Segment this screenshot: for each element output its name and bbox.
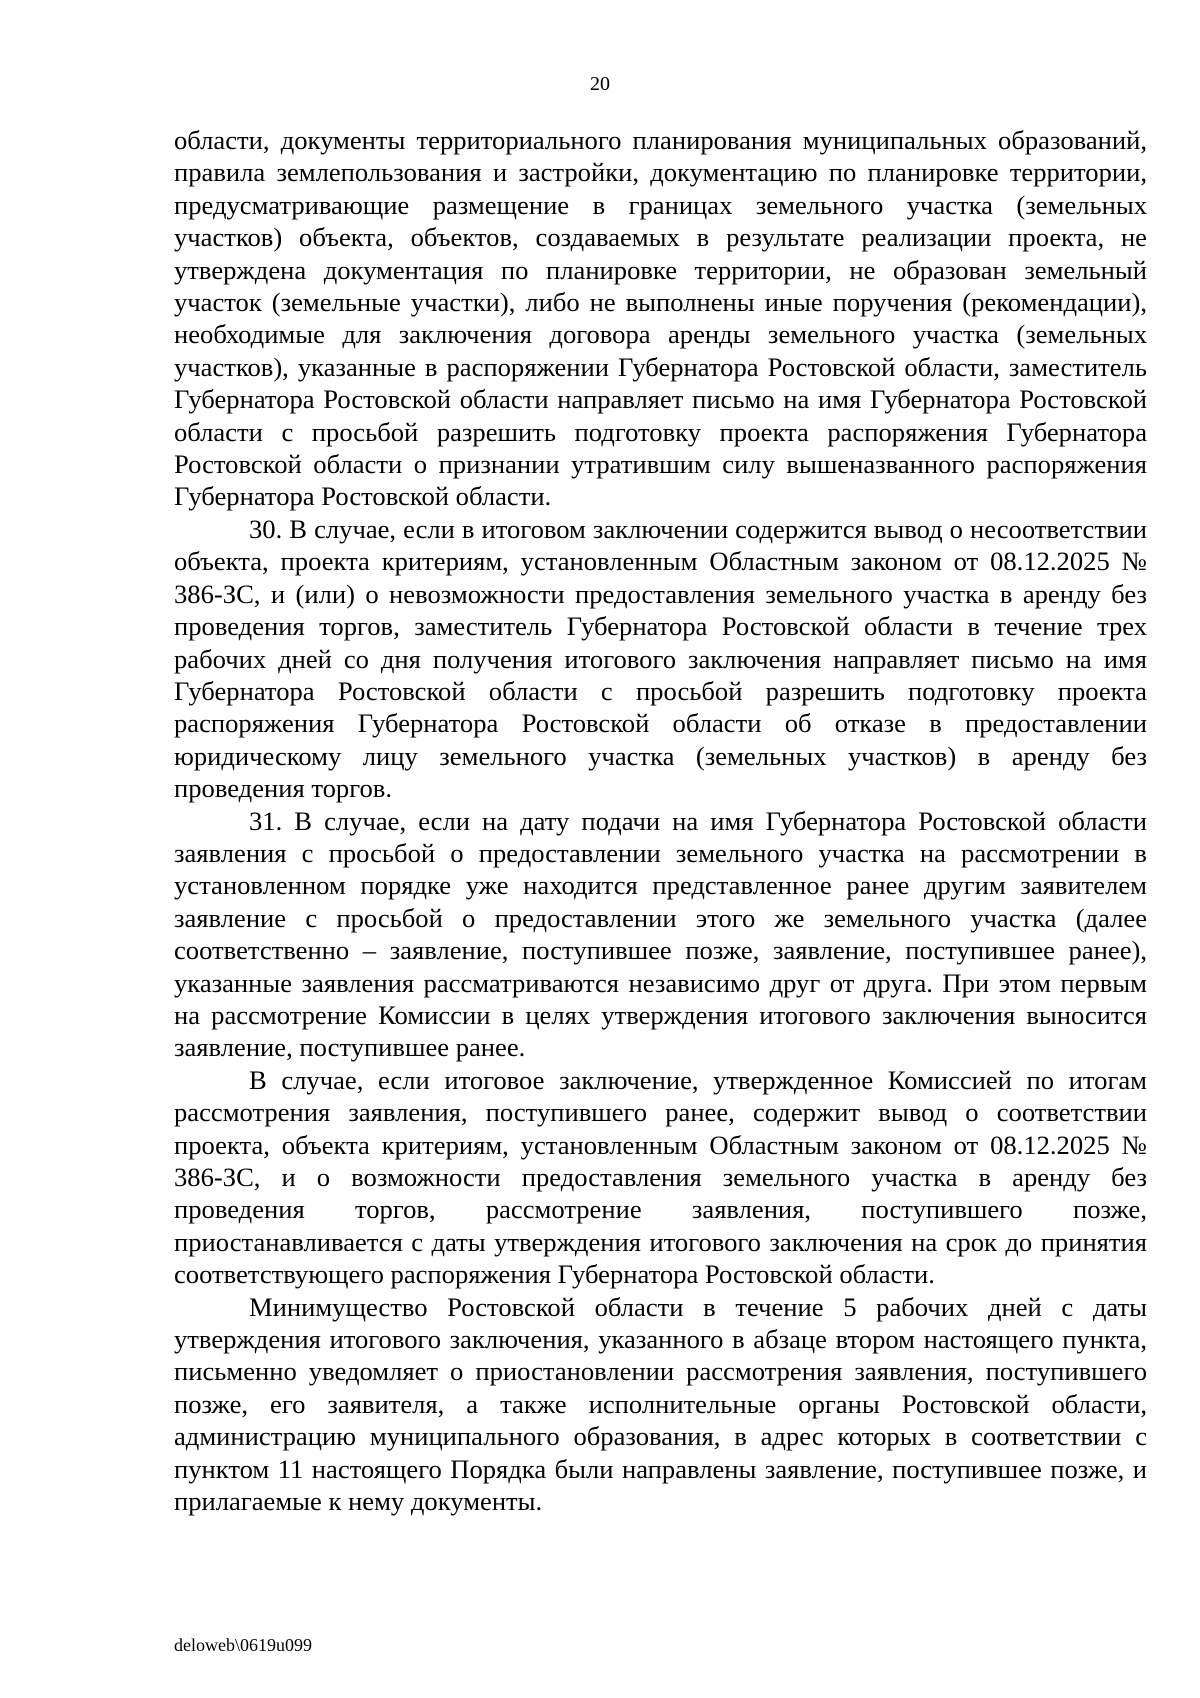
paragraph-item-30: 30. В случае, если в итоговом заключении содержится вывод о несоответствии объекта, проекта критериям, установленным Областным законом от 08.12.2025 № 386-ЗС, и (или) о невозможности предоставления земельного участка в аренду без проведения торгов, заместитель Губернатора Ростовской области в течение трех рабочих дней со дня получения итогового заключения направляет письмо на имя Губернатора Ростовской области с просьбой разрешить подготовку проекта распоряжения Губернатора Ростовской области об отказе в предоставлении юридическому лицу земельного участка (земельных участков) в аренду без проведения торгов. <box>174 513 1147 804</box>
document-footer-code: deloweb\0619u099 <box>174 1635 312 1655</box>
page-number: 20 <box>590 73 610 95</box>
paragraph-item-31-third: Минимущество Ростовской области в течение 5 рабочих дней с даты утверждения итогового заключения, указанного в абзаце втором настоящего пункта, письменно уведомляет о приостановлении рассмотрения заявления, поступившего позже, его заявителя, а также исполнительные органы Ростовской области, администрацию муниципального образования, в адрес которых в соответствии с пунктом 11 настоящего Порядка были направлены заявление, поступившее позже, и прилагаемые к нему документы. <box>174 1291 1147 1517</box>
paragraph-continuation: области, документы территориального планирования муниципальных образований, правила землепользования и застройки, документацию по планировке территории, предусматривающие размещение в границах земельного участка (земельных участков) объекта, объектов, создаваемых в результате реализации проекта, не утверждена документация по планировке территории, не образован земельный участок (земельные участки), либо не выполнены иные поручения (рекомендации), необходимые для заключения договора аренды земельного участка (земельных участков), указанные в распоряжении Губернатора Ростовской области, заместитель Губернатора Ростовской области направляет письмо на имя Губернатора Ростовской области с просьбой разрешить подготовку проекта распоряжения Губернатора Ростовской области о признании утратившим силу вышеназванного распоряжения Губернатора Ростовской области. <box>174 125 1147 512</box>
document-body <box>174 124 1147 1517</box>
paragraph-item-31-second: В случае, если итоговое заключение, утвержденное Комиссией по итогам рассмотрения заявления, поступившего ранее, содержит вывод о соответствии проекта, объекта критериям, установленным Областным законом от 08.12.2025 № 386-ЗС, и о возможности предоставления земельного участка в аренду без проведения торгов, рассмотрение заявления, поступившего позже, приостанавливается с даты утверждения итогового заключения на срок до принятия соответствующего распоряжения Губернатора Ростовской области. <box>174 1064 1147 1290</box>
paragraph-item-31: 31. В случае, если на дату подачи на имя Губернатора Ростовской области заявления с просьбой о предоставлении земельного участка на рассмотрении в установленном порядке уже находится представленное ранее другим заявителем заявление с просьбой о предоставлении этого же земельного участка (далее соответственно – заявление, поступившее позже, заявление, поступившее ранее), указанные заявления рассматриваются независимо друг от друга. При этом первым на рассмотрение Комиссии в целях утверждения итогового заключения выносится заявление, поступившее ранее. <box>174 805 1147 1063</box>
